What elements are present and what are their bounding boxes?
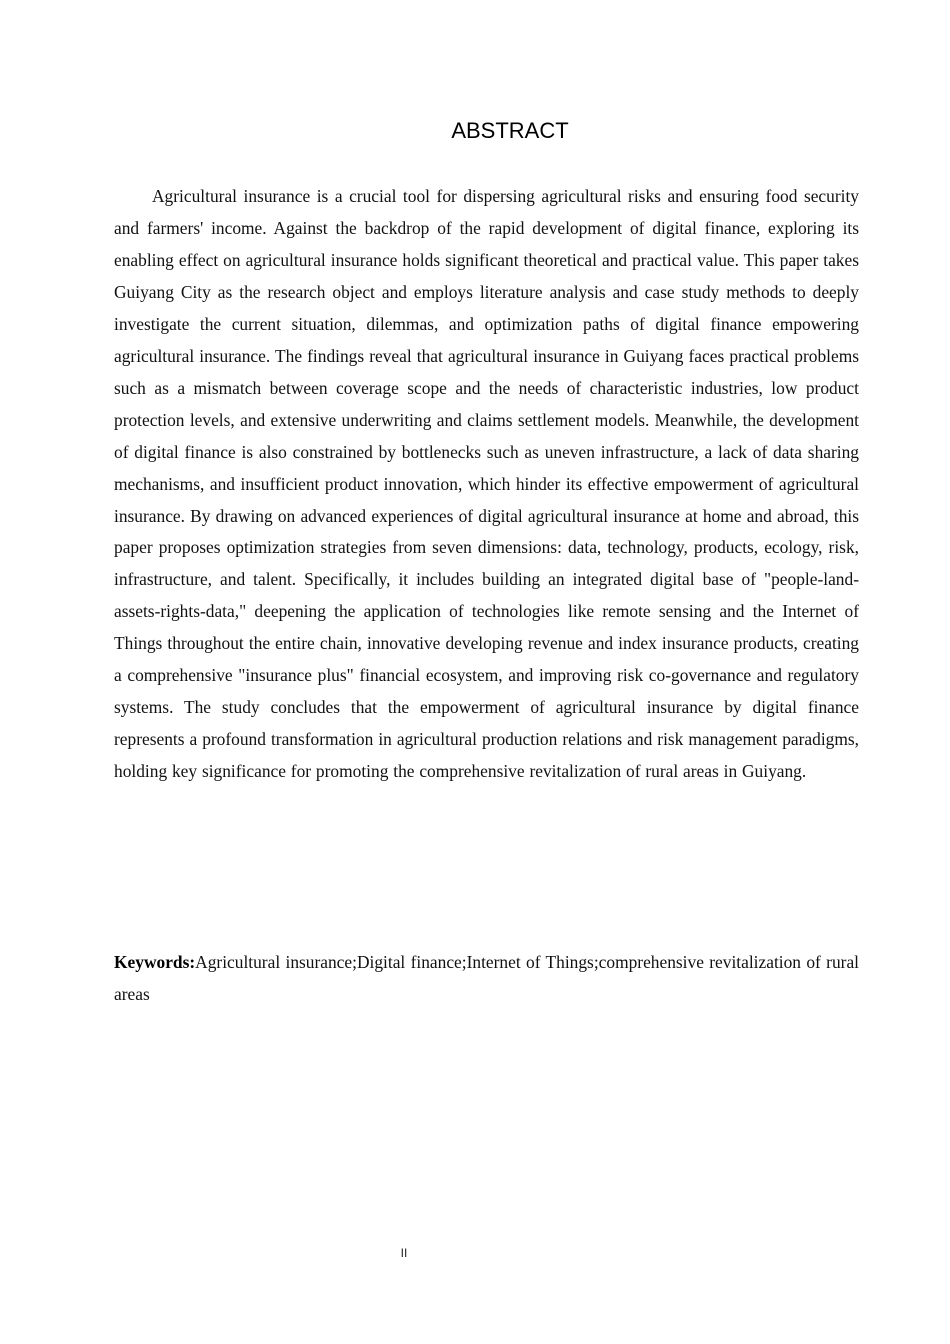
abstract-title: ABSTRACT [451, 118, 569, 143]
keywords-paragraph [114, 947, 859, 1010]
abstract-paragraph: Agricultural insurance is a crucial tool for dispersing agricultural risks and ensuring food security and farmers' income. Against the backdrop of the rapid development of digital finance, exploring its enabling effect on agricultural insurance holds significant theoretical and practical value. This paper takes Guiyang City as the research object and employs literature analysis and case study methods to deeply investigate the current situation, dilemmas, and optimization paths of digital finance empowering agricultural insurance. The findings reveal that agricultural insurance in Guiyang faces practical problems such as a mismatch between coverage scope and the needs of characteristic industries, low product protection levels, and extensive underwriting and claims settlement models. Meanwhile, the development of digital finance is also constrained by bottlenecks such as uneven infrastructure, a lack of data sharing mechanisms, and insufficient product innovation, which hinder its effective empowerment of agricultural insurance. By drawing on advanced experiences of digital agricultural insurance at home and abroad, this paper proposes optimization strategies from seven dimensions: data, technology, products, ecology, risk, infrastructure, and talent. Specifically, it includes building an integrated digital base of "people-land-assets-rights-data," deepening the application of technologies like remote sensing and the Internet of Things throughout the entire chain, innovative developing revenue and index insurance products, creating a comprehensive "insurance plus" financial ecosystem, and improving risk co-governance and regulatory systems. The study concludes that the empowerment of agricultural insurance by digital finance represents a profound transformation in agricultural production relations and risk management paradigms, holding key significance for promoting the comprehensive revitalization of rural areas in Guiyang. [114, 186, 859, 782]
keywords-label: Keywords: [114, 952, 196, 972]
keywords-list: Agricultural insurance;Digital finance;Internet of Things;comprehensive revitalization of rural areas [114, 952, 859, 1004]
page-number: II [400, 1246, 408, 1260]
